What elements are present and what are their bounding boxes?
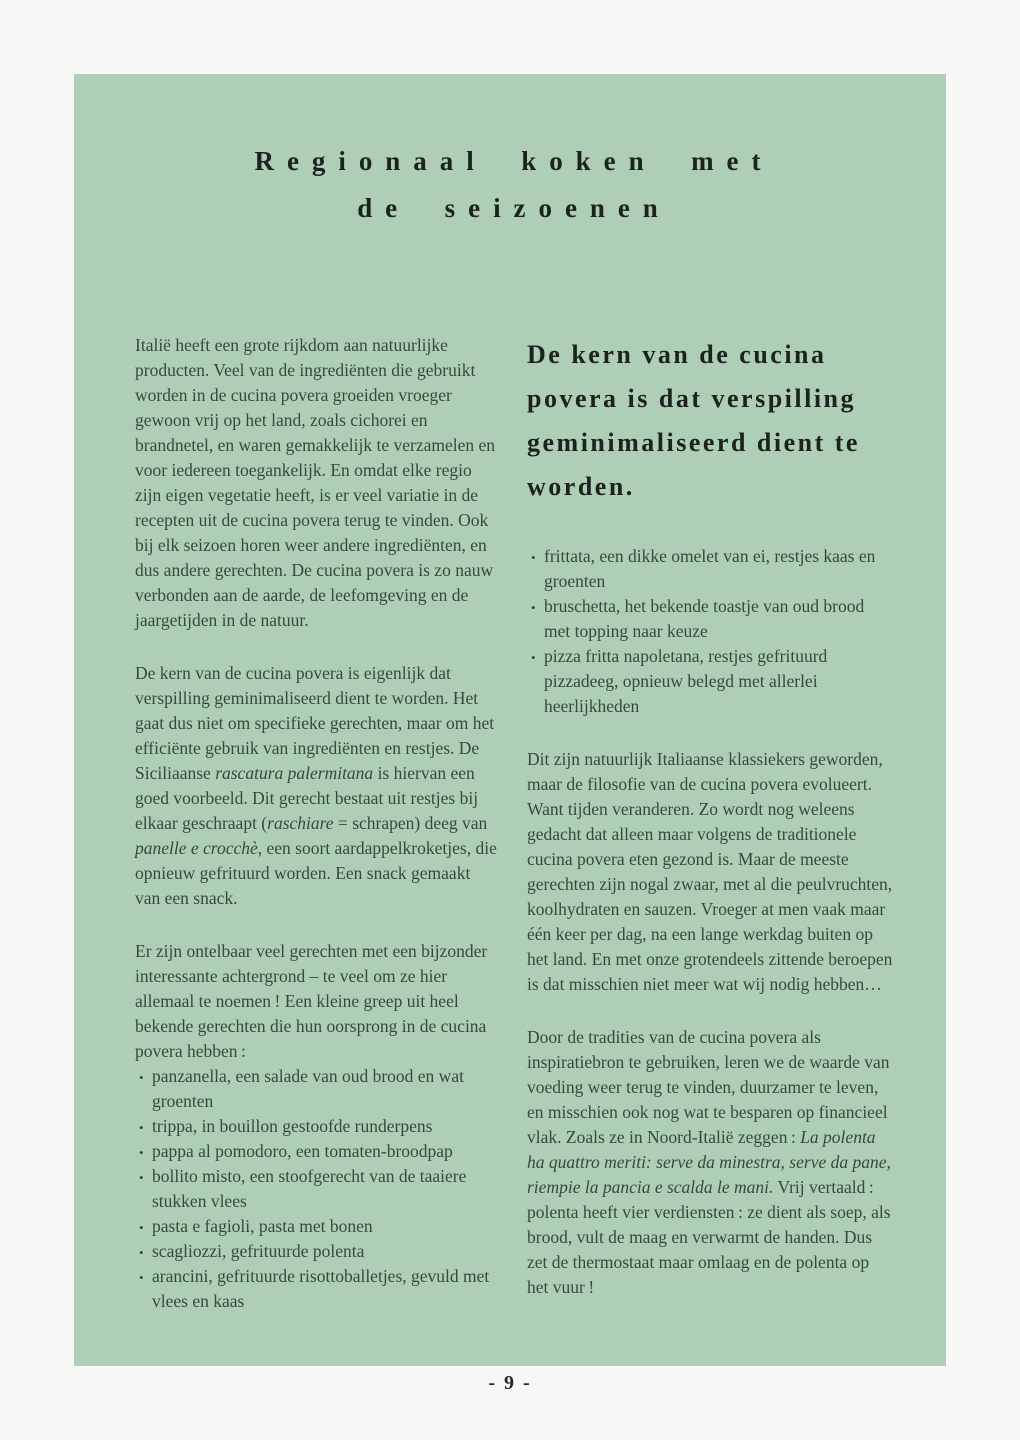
chapter-title xyxy=(135,138,893,232)
left-column xyxy=(135,333,497,1342)
text-run: De kern van de cucina povera is eigenlijk dat verspilling geminimaliseerd dient te worden. Het gaat dus niet om specifieke gerechten, maar om het efficiënte gebruik van ingrediënten en restjes. De Siciliaanse xyxy=(135,663,495,783)
chapter-title-line2: de seizoenen xyxy=(357,193,671,223)
paragraph-intro-cucina-povera xyxy=(135,333,497,633)
text-run: , een soort aardappelkroketjes, die opnieuw gefrituurd worden. Een snack gemaakt van een snack. xyxy=(135,838,497,908)
book-page xyxy=(74,74,946,1366)
pull-quote-heading: De kern van de cucina povera is dat verspilling geminimaliseerd dient te worden. xyxy=(527,340,860,501)
text-run: = schrapen) deeg van xyxy=(333,813,488,833)
italic-text-run: panelle e crocchè xyxy=(135,838,258,858)
text-run: Dit zijn natuurlijk Italiaanse klassiekers geworden, maar de filosofie van de cucina povera evolueert. Want tijden veranderen. Zo wordt nog weleens gedacht dat alleen maar volgens de traditionele cucina povera eten gezond is. Maar de meeste gerechten zijn nogal zwaar, met al die peulvruchten, koolhydraten en sauzen. Vroeger at men vaak maar één keer per dag, na een lange werkdag buiten op het land. En met onze grotendeels zittende beroepen is dat misschien niet meer wat wij nodig hebben… xyxy=(527,749,893,994)
list-item: • pasta e fagioli, pasta met bonen xyxy=(152,1214,497,1239)
text-run: Er zijn ontelbaar veel gerechten met een bijzonder interessante achtergrond – te veel om ze hier allemaal te noemen ! Een kleine greep uit heel bekende gerechten die hun oorsprong in de cucina povera hebben : xyxy=(135,941,488,1061)
two-column-layout xyxy=(135,333,893,1342)
text-run: is hiervan een goed voorbeeld. Dit gerecht bestaat uit restjes bij elkaar geschraapt ( xyxy=(135,763,479,833)
list-item: • pappa al pomodoro, een tomaten-broodpap xyxy=(152,1139,497,1164)
list-item: • frittata, een dikke omelet van ei, restjes kaas en groenten xyxy=(544,544,893,594)
list-item: • panzanella, een salade van oud brood en wat groenten xyxy=(152,1064,497,1114)
italic-text-run: raschiare xyxy=(267,813,334,833)
text-run: Vrij vertaald : polenta heeft vier verdiensten : ze dient als soep, als brood, vult de maag en verwarmt de handen. Dus zet de thermostaat maar omlaag en de polenta op het vuur ! xyxy=(527,1177,891,1297)
paragraph-tradities xyxy=(527,1025,893,1300)
text-run: Italië heeft een grote rijkdom aan natuurlijke producten. Veel van de ingrediënten die gebruikt worden in de cucina povera groeiden vroeger gewoon vrij op het land, zoals cichorei en brandnetel, en waren gemakkelijk te verzamelen en voor iedereen toegankelijk. En omdat elke regio zijn eigen vegetatie heeft, is er veel variatie in de recepten uit de cucina povera terug te vinden. Ook bij elk seizoen horen weer andere ingrediënten, en dus andere gerechten. De cucina povera is zo nauw verbonden aan de aarde, de leefomgeving en de jaargetijden in de natuur. xyxy=(135,335,496,630)
paragraph-klassiekers xyxy=(527,747,893,997)
italic-text-run: rascatura palermitana xyxy=(215,763,374,783)
list-item: • scagliozzi, gefrituurde polenta xyxy=(152,1239,497,1264)
list-item: • pizza fritta napoletana, restjes gefrituurd pizzadeeg, opnieuw belegd met allerlei heerlijkheden xyxy=(544,644,893,719)
paragraph-verspilling xyxy=(135,661,497,911)
paragraph-gerechten-intro xyxy=(135,939,497,1064)
right-column xyxy=(527,333,893,1342)
page-number: - 9 - xyxy=(488,1372,532,1394)
dish-list-right xyxy=(527,544,893,719)
italic-text-run: La polenta ha quattro meriti: serve da minestra, serve da pane, riempie la pancia e scalda le mani. xyxy=(527,1127,891,1197)
list-item: • bollito misto, een stoofgerecht van de taaiere stukken vlees xyxy=(152,1164,497,1214)
chapter-title-line1: Regionaal koken met xyxy=(254,146,774,176)
text-run: Door de tradities van de cucina povera als inspiratiebron te gebruiken, leren we de waarde van voeding weer terug te vinden, duurzamer te leven, en misschien ook nog wat te besparen op financieel vlak. Zoals ze in Noord-Italië zeggen : xyxy=(527,1027,890,1147)
list-item: • bruschetta, het bekende toastje van oud brood met topping naar keuze xyxy=(544,594,893,644)
list-item: • trippa, in bouillon gestoofde runderpens xyxy=(152,1114,497,1139)
dish-list-left xyxy=(135,1064,497,1314)
list-item: • arancini, gefrituurde risottoballetjes, gevuld met vlees en kaas xyxy=(152,1264,497,1314)
